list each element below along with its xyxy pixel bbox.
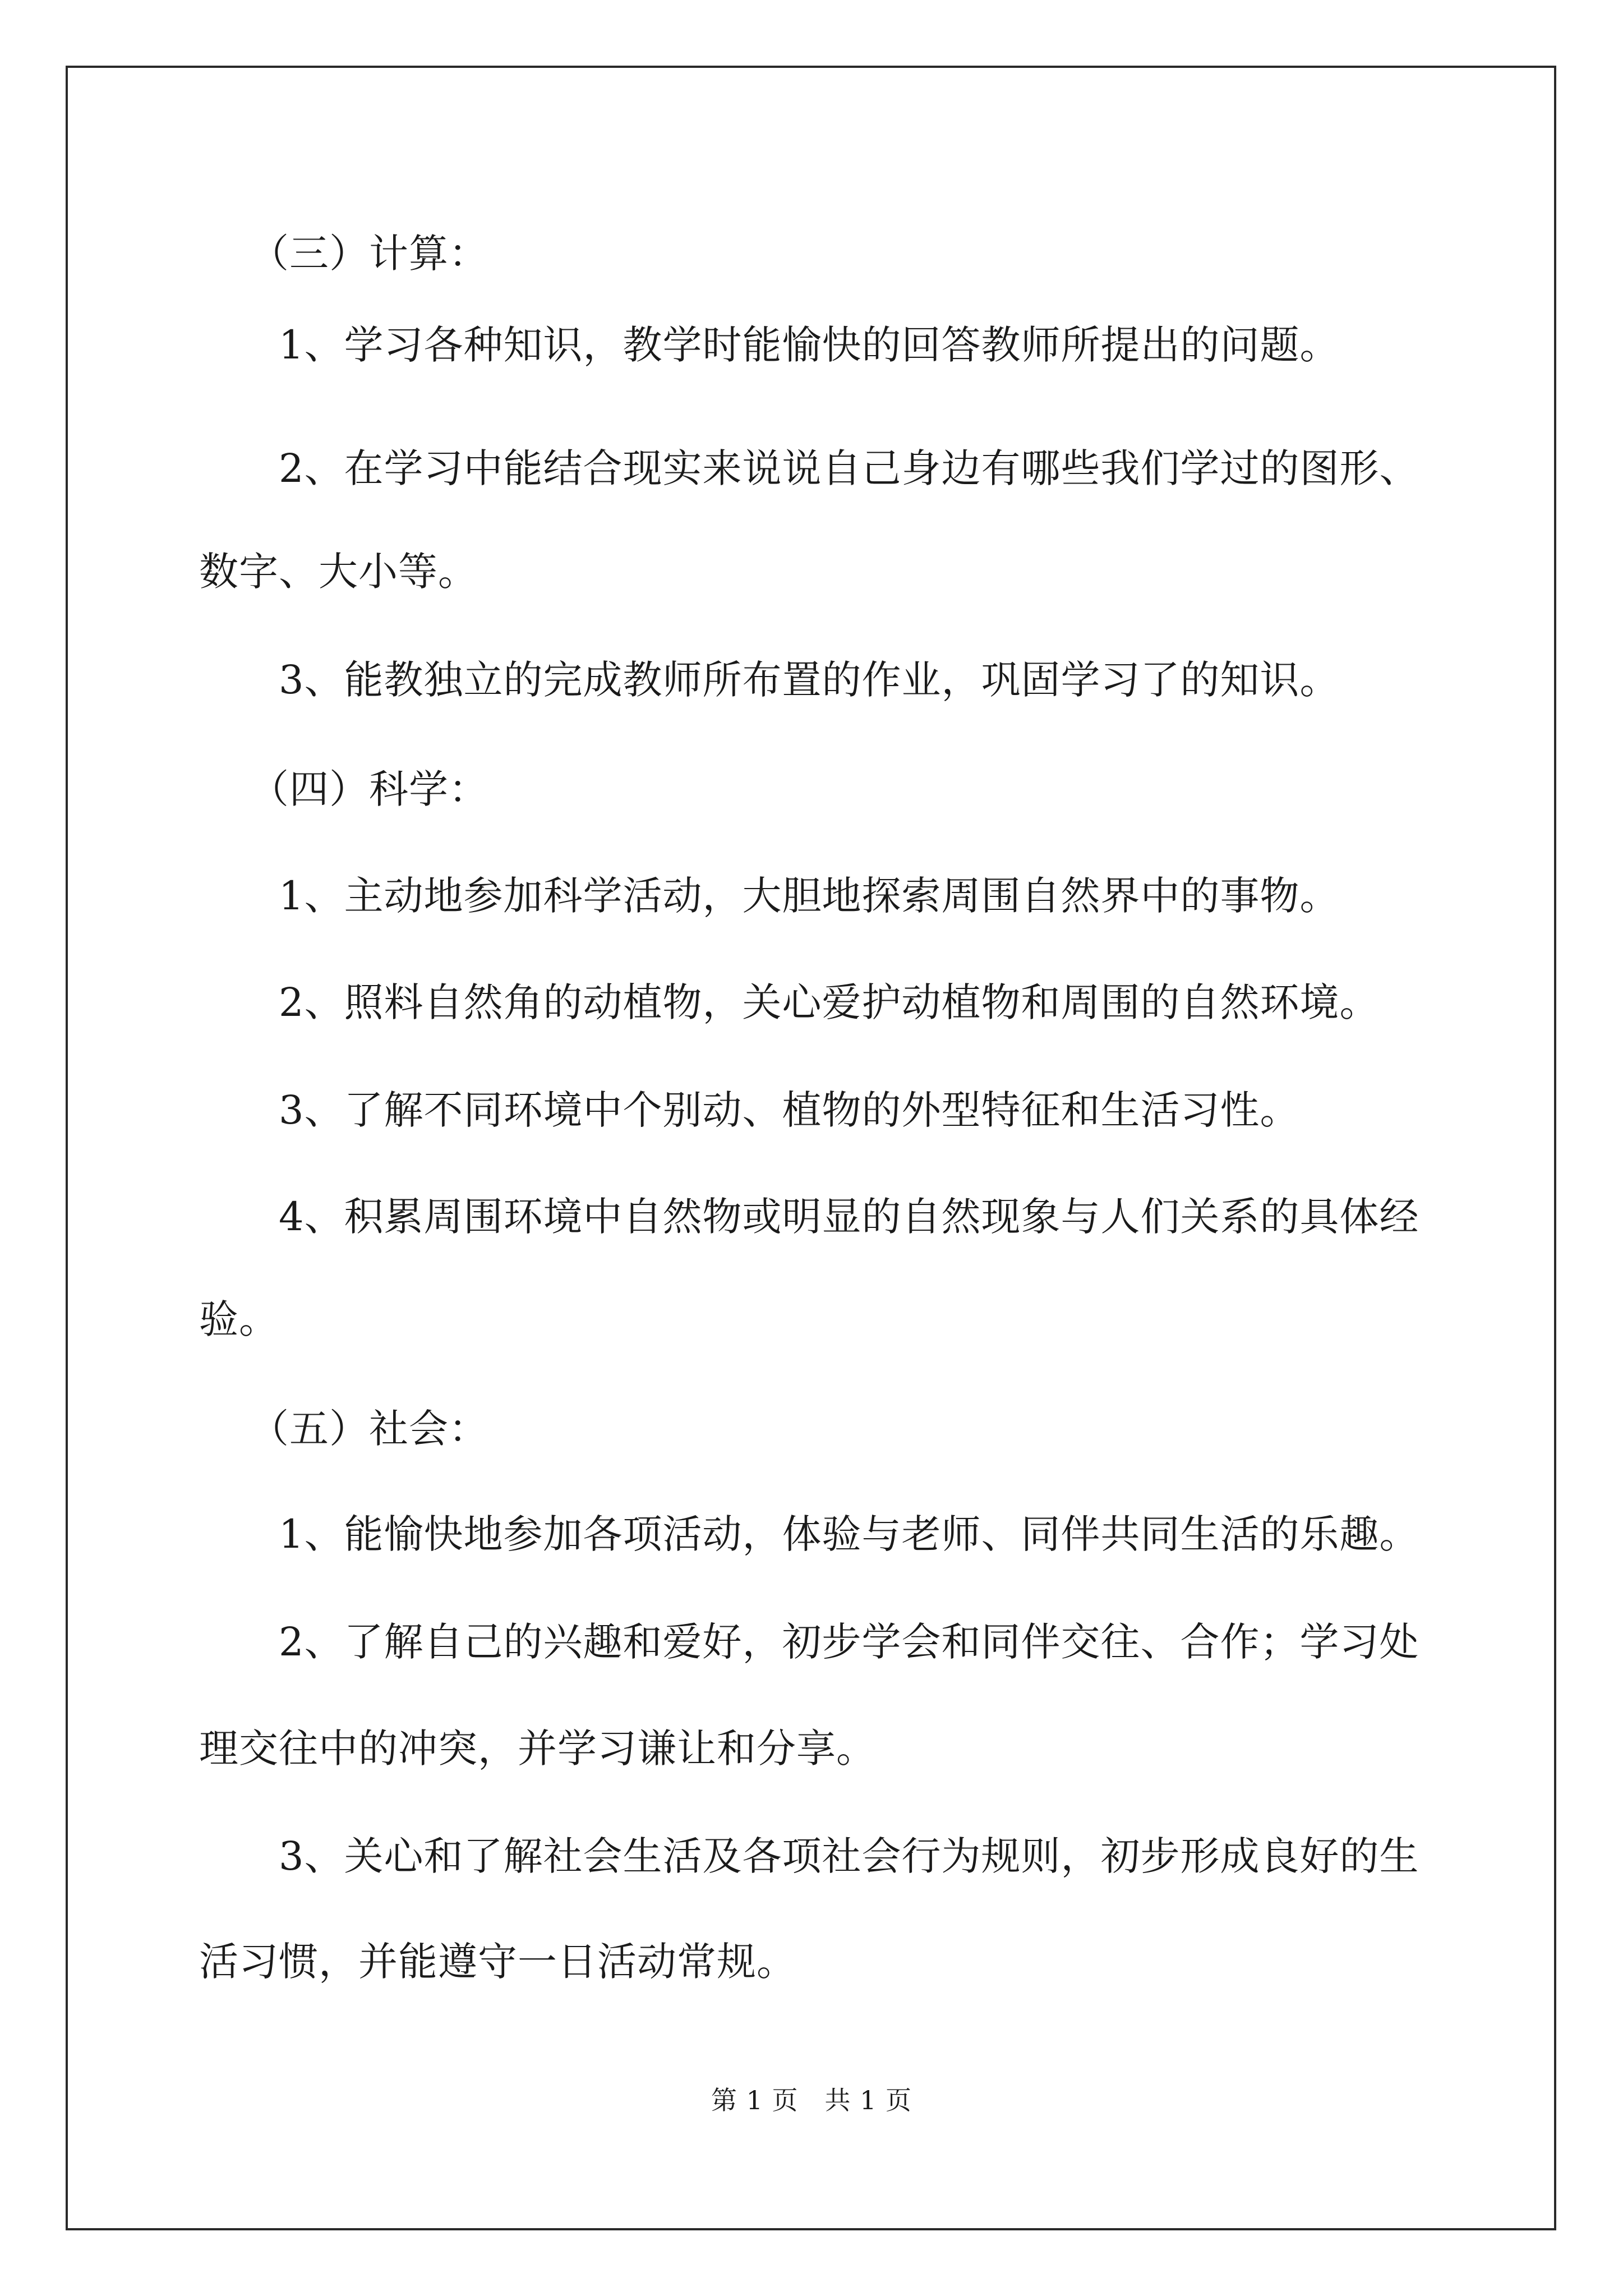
society-item-1: 1、能愉快地参加各项活动，体验与老师、同伴共同生活的乐趣。 [279,1511,1419,1557]
society-item-2-line-1: 2、了解自己的兴趣和爱好，初步学会和同伴交往、合作；学习处 [279,1619,1419,1665]
page-border [66,66,1556,2230]
society-item-3-line-1: 3、关心和了解社会生活及各项社会行为规则，初步形成良好的生 [279,1833,1419,1879]
society-item-3-line-2: 活习惯，并能遵守一日活动常规。 [199,1939,796,1985]
calc-item-1: 1、学习各种知识，教学时能愉快的回答教师所提出的问题。 [279,322,1340,368]
society-item-2-line-2: 理交往中的冲突，并学习谦让和分享。 [199,1726,876,1772]
section-heading-science: （四）科学： [250,766,488,812]
page-footer: 第 1 页 共 1 页 [711,2085,912,2115]
science-item-3: 3、了解不同环境中个别动、植物的外型特征和生活习性。 [279,1087,1300,1133]
calc-item-2-line-1: 2、在学习中能结合现实来说说自己身边有哪些我们学过的图形、 [279,445,1419,491]
science-item-4-line-2: 验。 [199,1296,279,1342]
science-item-2: 2、照料自然角的动植物，关心爱护动植物和周围的自然环境。 [279,979,1380,1025]
calc-item-2-line-2: 数字、大小等。 [199,549,478,595]
calc-item-3: 3、能教独立的完成教师所布置的作业，巩固学习了的知识。 [279,657,1340,703]
section-heading-society: （五）社会： [250,1406,488,1452]
science-item-4-line-1: 4、积累周围环境中自然物或明显的自然现象与人们关系的具体经 [279,1194,1419,1240]
science-item-1: 1、主动地参加科学活动，大胆地探索周围自然界中的事物。 [279,873,1340,919]
section-heading-calc: （三）计算： [250,231,488,277]
